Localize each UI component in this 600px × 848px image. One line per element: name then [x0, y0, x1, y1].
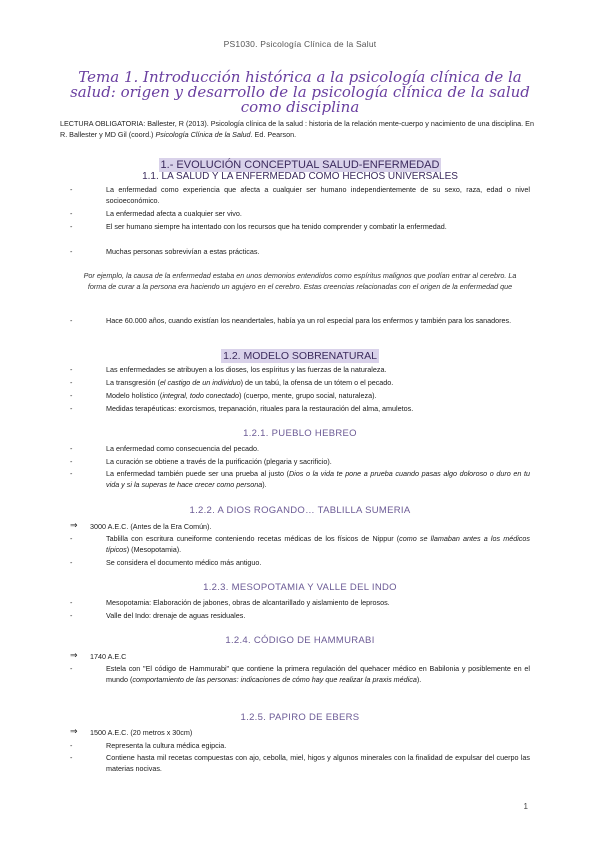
text-run-italic: comportamiento de las personas: indicaciones de cómo hay que realizar la praxis médica — [132, 675, 417, 684]
list-item — [70, 390, 530, 401]
date-item — [70, 651, 530, 662]
list-item — [70, 184, 530, 206]
list-item-text: Contiene hasta mil recetas compuestas con ajo, cebolla, miel, higos y algunos minerales con la finalidad de expulsar del cuerpo las materias nocivas. — [106, 753, 530, 773]
section-heading-1-2-1: 1.2.1. PUEBLO HEBREO — [243, 428, 357, 439]
bullet-marker: - — [70, 378, 73, 387]
text-run-italic: como se llamaban antes a los médicos típicos — [106, 534, 530, 554]
list-item — [70, 468, 530, 490]
bullet-marker: - — [70, 664, 73, 673]
list-item-text — [70, 663, 530, 685]
example-note: Por ejemplo, la causa de la enfermedad estaba en unos demonios entendidos como espíritus malignos que podían entrar al cerebro. La forma de curar a la persona era haciendo un agujero en el cerebro. Estas creencias relacionadas con el origen de la enfermedad que — [83, 271, 517, 291]
list-item — [70, 557, 530, 568]
bullet-marker: - — [70, 444, 73, 453]
bullet-marker: - — [70, 598, 73, 607]
date-text: 3000 A.E.C. (Antes de la Era Común). — [90, 522, 212, 531]
bullet-marker: - — [70, 404, 73, 413]
text-run: Tablilla con escritura cuneiforme conteniendo recetas médicas de los físicos de Nippur ( — [106, 534, 400, 543]
bullet-marker: - — [70, 457, 73, 466]
list-item — [70, 246, 530, 257]
text-run: ). — [262, 480, 267, 489]
list-item — [70, 221, 530, 232]
reading-book-title: Psicología Clínica de la Salud — [155, 130, 251, 139]
list-item — [70, 377, 530, 388]
bullet-marker: - — [70, 185, 73, 194]
section-heading-1-2-5: 1.2.5. PAPIRO DE EBERS — [240, 712, 360, 723]
bullet-marker: - — [70, 247, 73, 256]
text-run-italic: integral, todo conectado — [162, 391, 240, 400]
list-item-text: La enfermedad como consecuencia del pecado. — [106, 444, 260, 453]
date-text: 1740 A.E.C — [90, 652, 127, 661]
arrow-icon: ⇒ — [70, 520, 78, 530]
bullet-marker: - — [70, 611, 73, 620]
text-run-italic: Dios o la vida te pone a prueba cuando pasas algo doloroso o duro en tu vida y si la superas te hace crecer como persona — [106, 469, 530, 489]
text-run: La enfermedad también puede ser una prueba al justo ( — [106, 469, 289, 478]
page-number: 1 — [523, 802, 528, 811]
bullet-marker: - — [70, 209, 73, 218]
list-item-text: Mesopotamia: Elaboración de jabones, obras de alcantarillado y aislamiento de leprosos. — [106, 598, 390, 607]
list-item-text: La curación se obtiene a través de la purificación (plegaria y sacrificio). — [106, 457, 332, 466]
bullet-marker: - — [70, 558, 73, 567]
list-item — [70, 443, 530, 454]
list-item-text: Se considera el documento médico más antiguo. — [106, 558, 262, 567]
list-item — [70, 740, 530, 751]
subsection-heading-1-2 — [0, 350, 600, 362]
bullet-marker: - — [70, 316, 73, 325]
bullet-marker: - — [70, 741, 73, 750]
text-run: ) (cuerpo, mente, grupo social, naturaleza). — [239, 391, 377, 400]
bullet-marker: - — [70, 391, 73, 400]
list-item-text: Hace 60.000 años, cuando existían los neandertales, había ya un rol especial para los enfermos y también para los sanadores. — [106, 316, 512, 325]
date-item — [70, 521, 530, 532]
section-heading-1-2-4: 1.2.4. CÓDIGO DE HAMMURABI — [225, 635, 375, 646]
bullet-marker: - — [70, 365, 73, 374]
running-header: PS1030. Psicología Clínica de la Salut — [223, 39, 377, 49]
subsection-heading-text: 1.2. MODELO SOBRENATURAL — [223, 350, 377, 362]
text-run: ). — [416, 675, 422, 684]
list-item-text: Las enfermedades se atribuyen a los dioses, los espíritus y las fuerzas de la naturaleza. — [106, 365, 387, 374]
list-item-text: Valle del Indo: drenaje de aguas residuales. — [106, 611, 246, 620]
bullet-marker: - — [70, 469, 73, 478]
list-item-text: Muchas personas sobrevivían a estas prácticas. — [106, 247, 260, 256]
list-item — [70, 597, 530, 608]
list-item — [70, 752, 530, 774]
list-item-text: Representa la cultura médica egipcia. — [106, 741, 227, 750]
list-item-text — [70, 377, 530, 388]
text-run-italic: el castigo de un individuo — [159, 378, 241, 387]
list-item — [70, 456, 530, 467]
list-item — [70, 663, 530, 685]
text-run: Modelo holístico ( — [106, 391, 163, 400]
bullet-marker: - — [70, 753, 73, 762]
section-heading-1-2-3: 1.2.3. MESOPOTAMIA Y VALLE DEL INDO — [203, 582, 397, 593]
list-item-text — [70, 533, 530, 555]
reading-text: LECTURA OBLIGATORIA: Ballester, R (2013). Psicología clínica de la salud : historia de la relación mente-cuerpo y nacimiento de una disciplina. En R. Ballester y MD Gil (coord.) — [60, 119, 534, 139]
reading-publisher: . Ed. Pearson. — [250, 130, 297, 139]
required-reading — [60, 118, 540, 140]
list-item-text: La enfermedad afecta a cualquier ser vivo. — [106, 209, 242, 218]
list-item — [70, 315, 530, 326]
list-item-text: La enfermedad como experiencia que afecta a cualquier ser humano independientemente de su sexo, raza, edad o nivel socioeconómico. — [106, 185, 530, 205]
list-item — [70, 364, 530, 375]
arrow-icon: ⇒ — [70, 650, 78, 660]
bullet-marker: - — [70, 222, 73, 231]
section-heading-1-2-2: 1.2.2. A DIOS ROGANDO… TABLILLA SUMERIA — [189, 505, 411, 516]
text-run: ) (Mesopotamia). — [126, 545, 182, 554]
section-heading-text: 1.- EVOLUCIÓN CONCEPTUAL SALUD-ENFERMEDAD — [160, 159, 440, 171]
list-item — [70, 610, 530, 621]
list-item-text — [70, 390, 530, 401]
arrow-icon: ⇒ — [70, 726, 78, 736]
list-item — [70, 403, 530, 414]
bullet-marker: - — [70, 534, 73, 543]
list-item-text: Medidas terapéuticas: exorcismos, trepanación, rituales para la restauración del alma, amuletos. — [106, 404, 414, 413]
list-item-text — [70, 468, 530, 490]
subsection-heading-1-1: 1.1. LA SALUD Y LA ENFERMEDAD COMO HECHOS UNIVERSALES — [142, 171, 458, 182]
list-item — [70, 533, 530, 555]
date-item — [70, 727, 530, 738]
text-run: La transgresión ( — [106, 378, 160, 387]
document-title: Tema 1. Introducción histórica a la psicología clínica de la salud: origen y desarrollo de la psicología clínica de la salud como disciplina — [70, 68, 530, 116]
text-run: ) de un tabú, la ofensa de un tótem o el pecado. — [240, 378, 394, 387]
list-item — [70, 208, 530, 219]
text-run: Estela con "El código de Hammurabi" que contiene la primera regulación del quehacer médico en Babilonia y posiblemente en el mundo ( — [106, 664, 530, 684]
list-item-text: El ser humano siempre ha intentado con los recursos que ha tenido comprender y combatir la enfermedad. — [106, 222, 447, 231]
date-text: 1500 A.E.C. (20 metros x 30cm) — [90, 728, 193, 737]
